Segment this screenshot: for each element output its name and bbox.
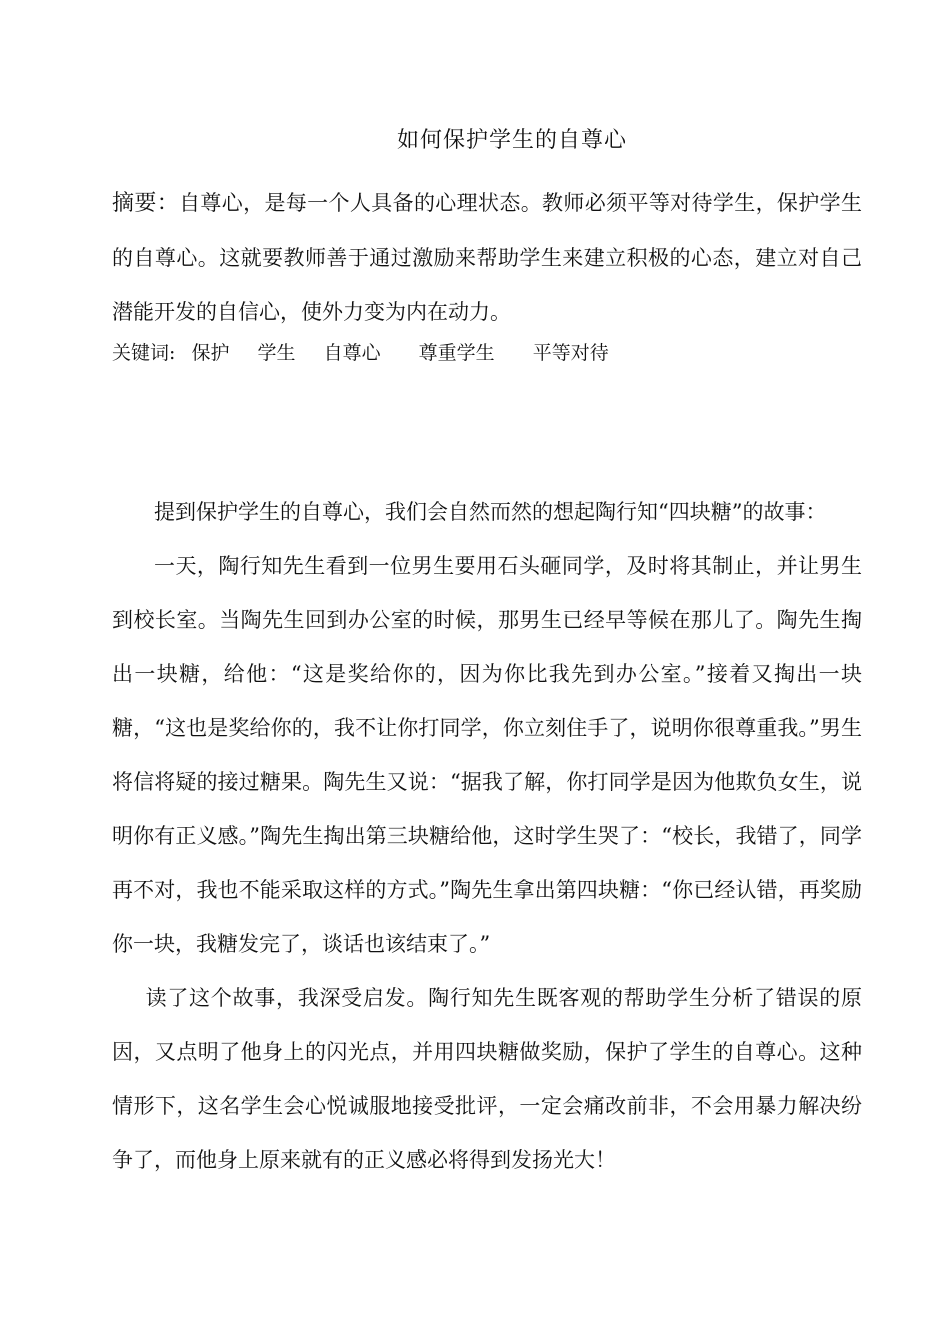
keyword-item: 尊重学生 [418,342,495,364]
keywords [112,336,862,370]
body-text [112,485,862,1187]
paragraph: 一天，陶行知先生看到一位男生要用石头砸同学，及时将其制止，并让男生到校长室。当陶先生回到办公室的时候，那男生已经早等候在那儿了。陶先生掏出一块糖，给他：“这是奖给你的，因为你比我先到办公室。”接着又掏出一块糖，“这也是奖给你的，我不让你打同学，你立刻住手了，说明你很尊重我。”男生将信将疑的接过糖果。陶先生又说：“据我了解，你打同学是因为他欺负女生，说明你有正义感。”陶先生掏出第三块糖给他，这时学生哭了：“校长，我错了，同学再不对，我也不能采取这样的方式。”陶先生拿出第四块糖：“你已经认错，再奖励你一块，我糖发完了，谈话也该结束了。” [112,554,862,956]
keyword-item: 平等对待 [532,342,609,364]
keyword-item: 自尊心 [323,342,381,364]
keywords-label: 关键词: [112,342,176,364]
paragraph: 提到保护学生的自尊心，我们会自然而然的想起陶行知“四块糖”的故事： [154,500,827,524]
document-title: 如何保护学生的自尊心 [396,128,627,153]
keyword-item: 保护 [191,342,230,364]
abstract-text: 自尊心，是每一个人具备的心理状态。教师必须平等对待学生，保护学生的自尊心。这就要教师善于通过激励来帮助学生来建立积极的心态，建立对自己潜能开发的自信心，使外力变为内在动力。 [112,191,862,324]
keyword-item: 学生 [257,342,296,364]
abstract-label: 摘要： [112,191,180,216]
paragraph: 读了这个故事，我深受启发。陶行知先生既客观的帮助学生分析了错误的原因，又点明了他身上的闪光点，并用四块糖做奖励，保护了学生的自尊心。这种情形下，这名学生会心悦诚服地接受批评，一定会痛改前非，不会用暴力解决纷争了，而他身上原来就有的正义感必将得到发扬光大！ [112,986,862,1172]
abstract [112,176,862,339]
